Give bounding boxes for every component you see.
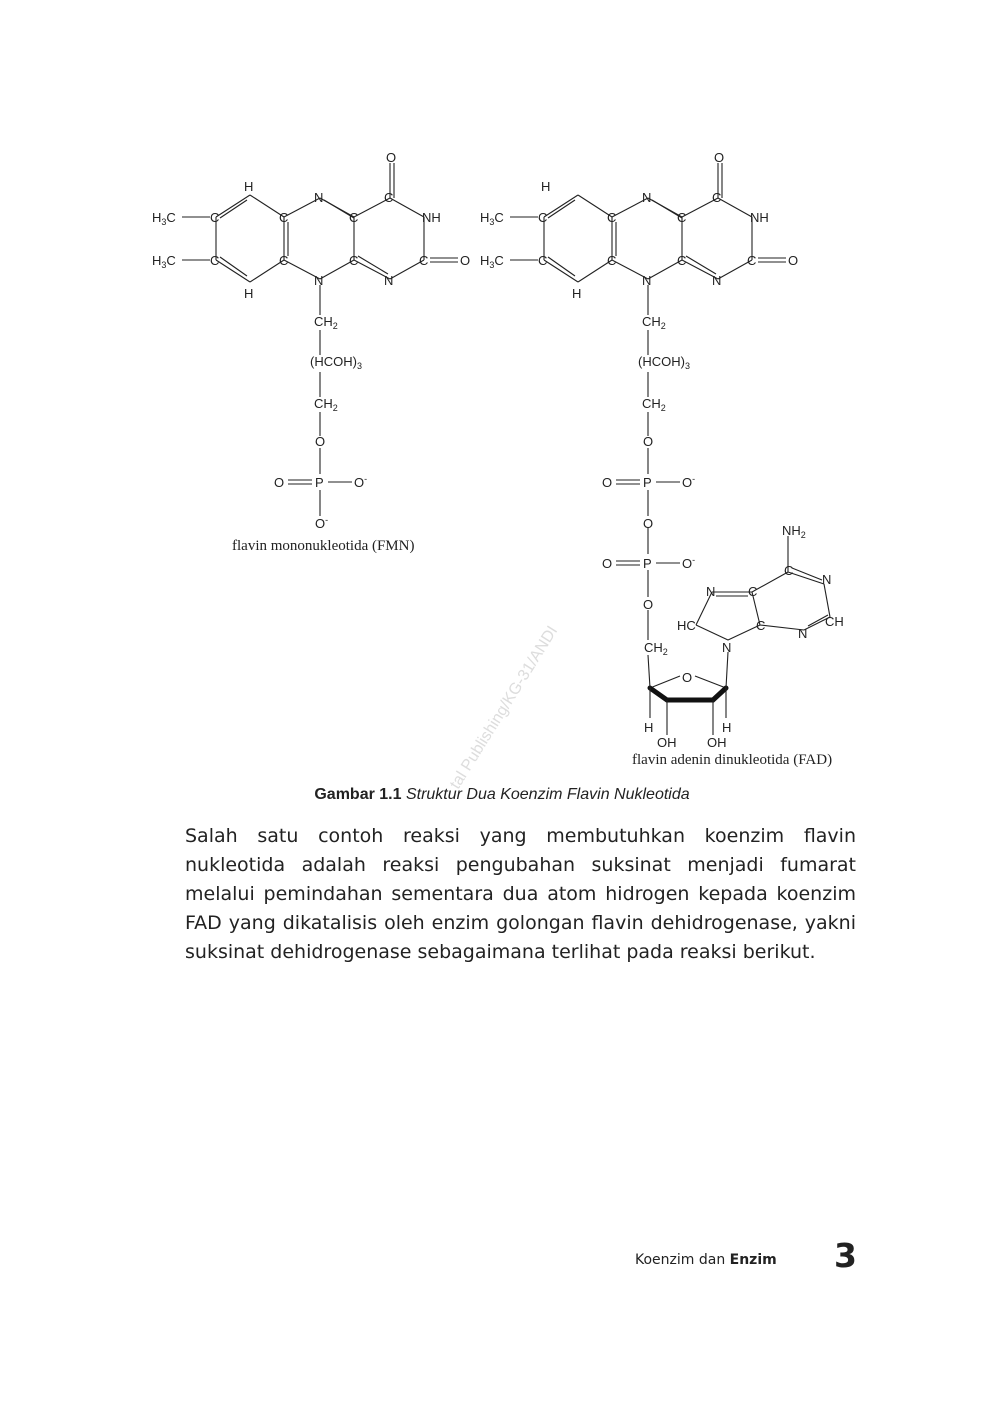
svg-text:O: O — [602, 556, 613, 571]
svg-text:C: C — [712, 190, 722, 205]
body-paragraph: Salah satu contoh reaksi yang membutuhkan koenzim flavin nukleotida adalah reaksi pengubahan suksinat menjadi fumarat melalui pemindahan sementara dua atom hidrogen kepada koenzim FAD yang dikatalisis oleh enzim golongan flavin dehidrogenase, yakni suksinat dehidrogenase sebagaimana terlihat pada reaksi berikut. — [185, 825, 856, 963]
page-number: 3 — [834, 1236, 857, 1275]
svg-text:O-: O- — [682, 474, 696, 490]
svg-text:O-: O- — [354, 474, 368, 490]
svg-text:CH2: $CH_2$ — [314, 314, 338, 331]
svg-text:O: O — [602, 475, 613, 490]
svg-text:P: P — [643, 556, 652, 571]
svg-text:(HCOH)3: $(HCOH)_3$ — [310, 354, 362, 371]
running-title-a: Koenzim dan — [635, 1252, 730, 1268]
svg-text:C: C — [349, 210, 359, 225]
svg-text:C: C — [210, 210, 220, 225]
svg-text:C: C — [756, 618, 766, 633]
svg-text:C: C — [419, 253, 429, 268]
svg-text:O: O — [643, 516, 654, 531]
svg-text:NH2: $NH_2$ — [782, 523, 806, 540]
svg-text:H: H — [572, 286, 582, 301]
svg-text:C: C — [210, 253, 220, 268]
watermark: tal Publishing/KG-31/ANDI — [446, 623, 562, 793]
svg-text:N: N — [642, 190, 652, 205]
svg-text:C: C — [607, 210, 617, 225]
svg-text:C: C — [279, 210, 289, 225]
svg-text:H: H — [541, 179, 551, 194]
svg-text:O: O — [274, 475, 285, 490]
svg-text:C: C — [349, 253, 359, 268]
svg-text:NH: NH — [750, 210, 769, 225]
caption-title: Struktur Dua Koenzim Flavin Nukleotida — [405, 786, 690, 803]
svg-text:O: O — [643, 434, 654, 449]
caption-number: Gambar 1.1 — [314, 786, 402, 803]
svg-text:C: C — [677, 210, 687, 225]
fad-label: flavin adenin dinukleotida (FAD) — [632, 752, 833, 768]
svg-text:H3C: $H_3C$ — [480, 210, 504, 227]
svg-text:C: C — [784, 563, 794, 578]
svg-text:P: P — [315, 475, 324, 490]
svg-text:H3C: $H_3C$ — [480, 253, 504, 270]
svg-text:C: C — [384, 190, 394, 205]
fmn-structure — [152, 150, 470, 531]
svg-text:OH: OH — [707, 735, 727, 750]
running-footer — [635, 1252, 777, 1268]
svg-text:C: C — [538, 210, 548, 225]
svg-text:O: O — [386, 150, 397, 165]
svg-text:H: H — [244, 286, 254, 301]
svg-text:O: O — [682, 670, 693, 685]
svg-text:CH2: $CH_2$ — [644, 640, 668, 657]
svg-text:NH: NH — [422, 210, 441, 225]
svg-text:C: C — [607, 253, 617, 268]
svg-text:N: N — [712, 273, 722, 288]
svg-text:HC: HC — [677, 618, 696, 633]
svg-text:H: H — [244, 179, 254, 194]
svg-text:N: N — [798, 626, 808, 641]
svg-text:CH2: $CH_2$ — [314, 396, 338, 413]
svg-text:C: C — [748, 584, 758, 599]
svg-text:N: N — [706, 584, 716, 599]
svg-text:O: O — [788, 253, 799, 268]
svg-text:O-: O- — [315, 515, 329, 531]
svg-text:C: C — [279, 253, 289, 268]
svg-text:C: C — [677, 253, 687, 268]
svg-text:N: N — [384, 273, 394, 288]
svg-text:N: N — [642, 273, 652, 288]
svg-text:CH2: $CH_2$ — [642, 314, 666, 331]
svg-text:C: C — [538, 253, 548, 268]
svg-text:CH: CH — [825, 614, 844, 629]
svg-text:(HCOH)3: $(HCOH)_3$ — [638, 354, 690, 371]
running-title-b: Enzim — [729, 1252, 777, 1268]
svg-text:H: H — [644, 720, 654, 735]
svg-text:C: C — [747, 253, 757, 268]
svg-text:O: O — [714, 150, 725, 165]
svg-text:N: N — [314, 190, 324, 205]
svg-text:H3C: $H_3C$ — [152, 210, 176, 227]
svg-text:N: N — [822, 572, 832, 587]
svg-text:P: P — [643, 475, 652, 490]
svg-text:O: O — [315, 434, 326, 449]
svg-text:H3C: $H_3C$ — [152, 253, 176, 270]
svg-text:O: O — [643, 597, 654, 612]
svg-text:OH: OH — [657, 735, 677, 750]
svg-text:CH2: $CH_2$ — [642, 396, 666, 413]
svg-text:H: H — [722, 720, 732, 735]
svg-text:N: N — [314, 273, 324, 288]
figure-caption — [0, 786, 1004, 804]
svg-text:O-: O- — [682, 555, 696, 571]
svg-text:N: N — [722, 640, 732, 655]
svg-text:O: O — [460, 253, 471, 268]
fmn-label: flavin mononukleotida (FMN) — [232, 538, 415, 554]
